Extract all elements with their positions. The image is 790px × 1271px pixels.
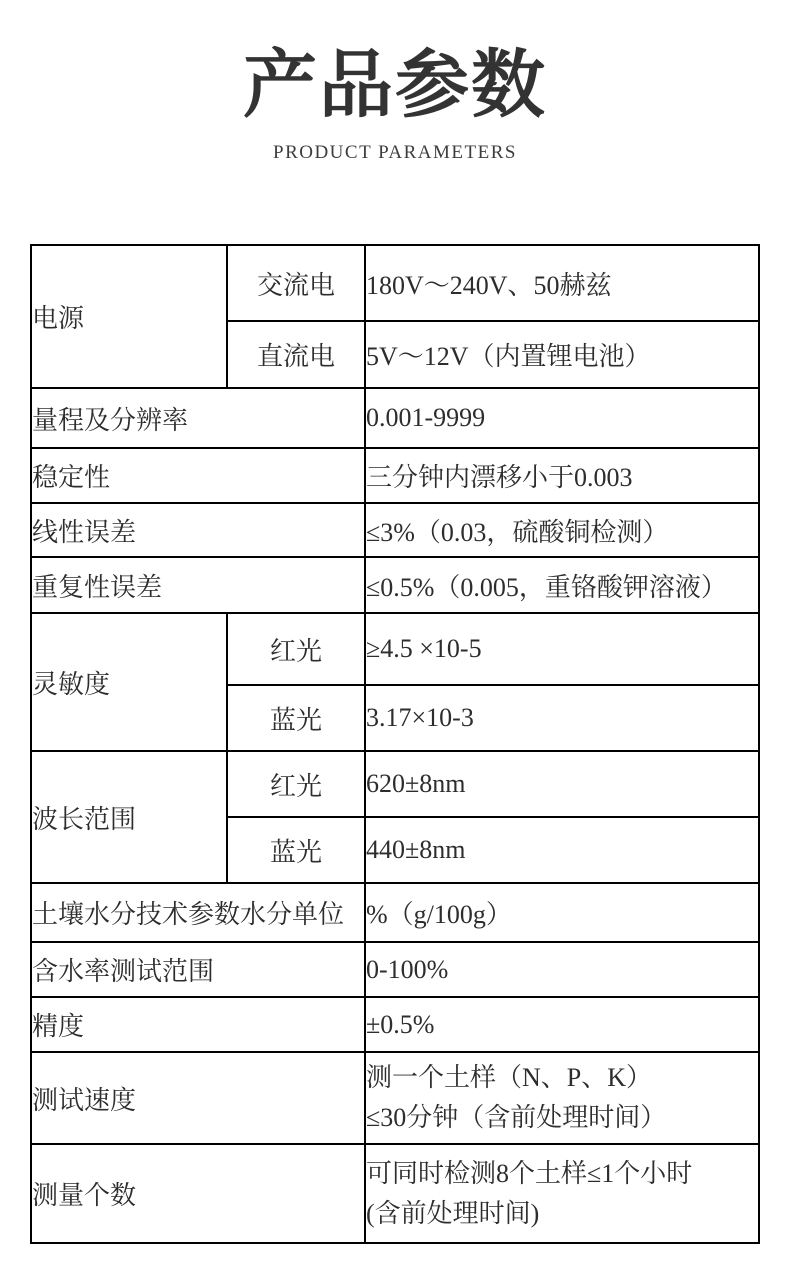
table-row (31, 1144, 759, 1243)
param-value-range: 0.001-9999 (365, 388, 759, 448)
param-value-measure-count (365, 1144, 759, 1243)
table-row (31, 942, 759, 997)
param-value-wavelength-red: 620±8nm (365, 751, 759, 817)
param-label-linearity: 线性误差 (31, 503, 365, 557)
parameters-table (30, 244, 760, 1244)
param-value-repeatability: ≤0.5%（0.005，重铬酸钾溶液） (365, 557, 759, 613)
param-value-sensitivity-blue: 3.17×10-3 (365, 685, 759, 751)
param-sublabel-blue-light: 蓝光 (227, 685, 365, 751)
table-row (31, 613, 759, 685)
param-value-moisture-unit: %（g/100g） (365, 883, 759, 942)
table-row (31, 448, 759, 503)
param-value-moisture-range: 0-100% (365, 942, 759, 997)
param-sublabel-red-light: 红光 (227, 613, 365, 685)
param-value-test-speed (365, 1052, 759, 1144)
table-row (31, 557, 759, 613)
param-sublabel-red-light: 红光 (227, 751, 365, 817)
param-value-line: 测一个土样（N、P、K） (366, 1063, 653, 1092)
param-label-accuracy: 精度 (31, 997, 365, 1052)
param-value-line: 可同时检测8个土样≤1个小时 (366, 1158, 693, 1188)
param-value-sensitivity-red: ≥4.5 ×10-5 (365, 613, 759, 685)
param-label-range: 量程及分辨率 (31, 388, 365, 448)
param-label-measure-count: 测量个数 (31, 1144, 365, 1243)
param-value-dc: 5V～12V（内置锂电池） (365, 321, 759, 388)
param-value-line: (含前处理时间) (366, 1198, 540, 1228)
page-title: 产品参数 (243, 45, 547, 127)
param-label-wavelength: 波长范围 (31, 751, 227, 883)
param-value-ac: 180V～240V、50赫兹 (365, 245, 759, 321)
param-sublabel-blue-light: 蓝光 (227, 817, 365, 883)
table-row (31, 503, 759, 557)
param-label-stability: 稳定性 (31, 448, 365, 503)
param-sublabel-dc: 直流电 (227, 321, 365, 388)
param-label-moisture-range: 含水率测试范围 (31, 942, 365, 997)
param-value-wavelength-blue: 440±8nm (365, 817, 759, 883)
param-label-power: 电源 (31, 245, 227, 388)
table-row (31, 997, 759, 1052)
param-value-line: ≤30分钟（含前处理时间） (366, 1103, 667, 1132)
param-label-test-speed: 测试速度 (31, 1052, 365, 1144)
header (0, 0, 790, 164)
page-subtitle: PRODUCT PARAMETERS (273, 142, 517, 163)
table-row (31, 388, 759, 448)
param-label-moisture-unit: 土壤水分技术参数水分单位 (31, 883, 365, 942)
param-value-accuracy: ±0.5% (365, 997, 759, 1052)
table-row (31, 1052, 759, 1144)
table-row (31, 751, 759, 817)
param-value-stability: 三分钟内漂移小于0.003 (365, 448, 759, 503)
table-row (31, 245, 759, 321)
param-value-linearity: ≤3%（0.03，硫酸铜检测） (365, 503, 759, 557)
param-label-sensitivity: 灵敏度 (31, 613, 227, 751)
param-sublabel-ac: 交流电 (227, 245, 365, 321)
param-label-repeatability: 重复性误差 (31, 557, 365, 613)
table-row (31, 883, 759, 942)
